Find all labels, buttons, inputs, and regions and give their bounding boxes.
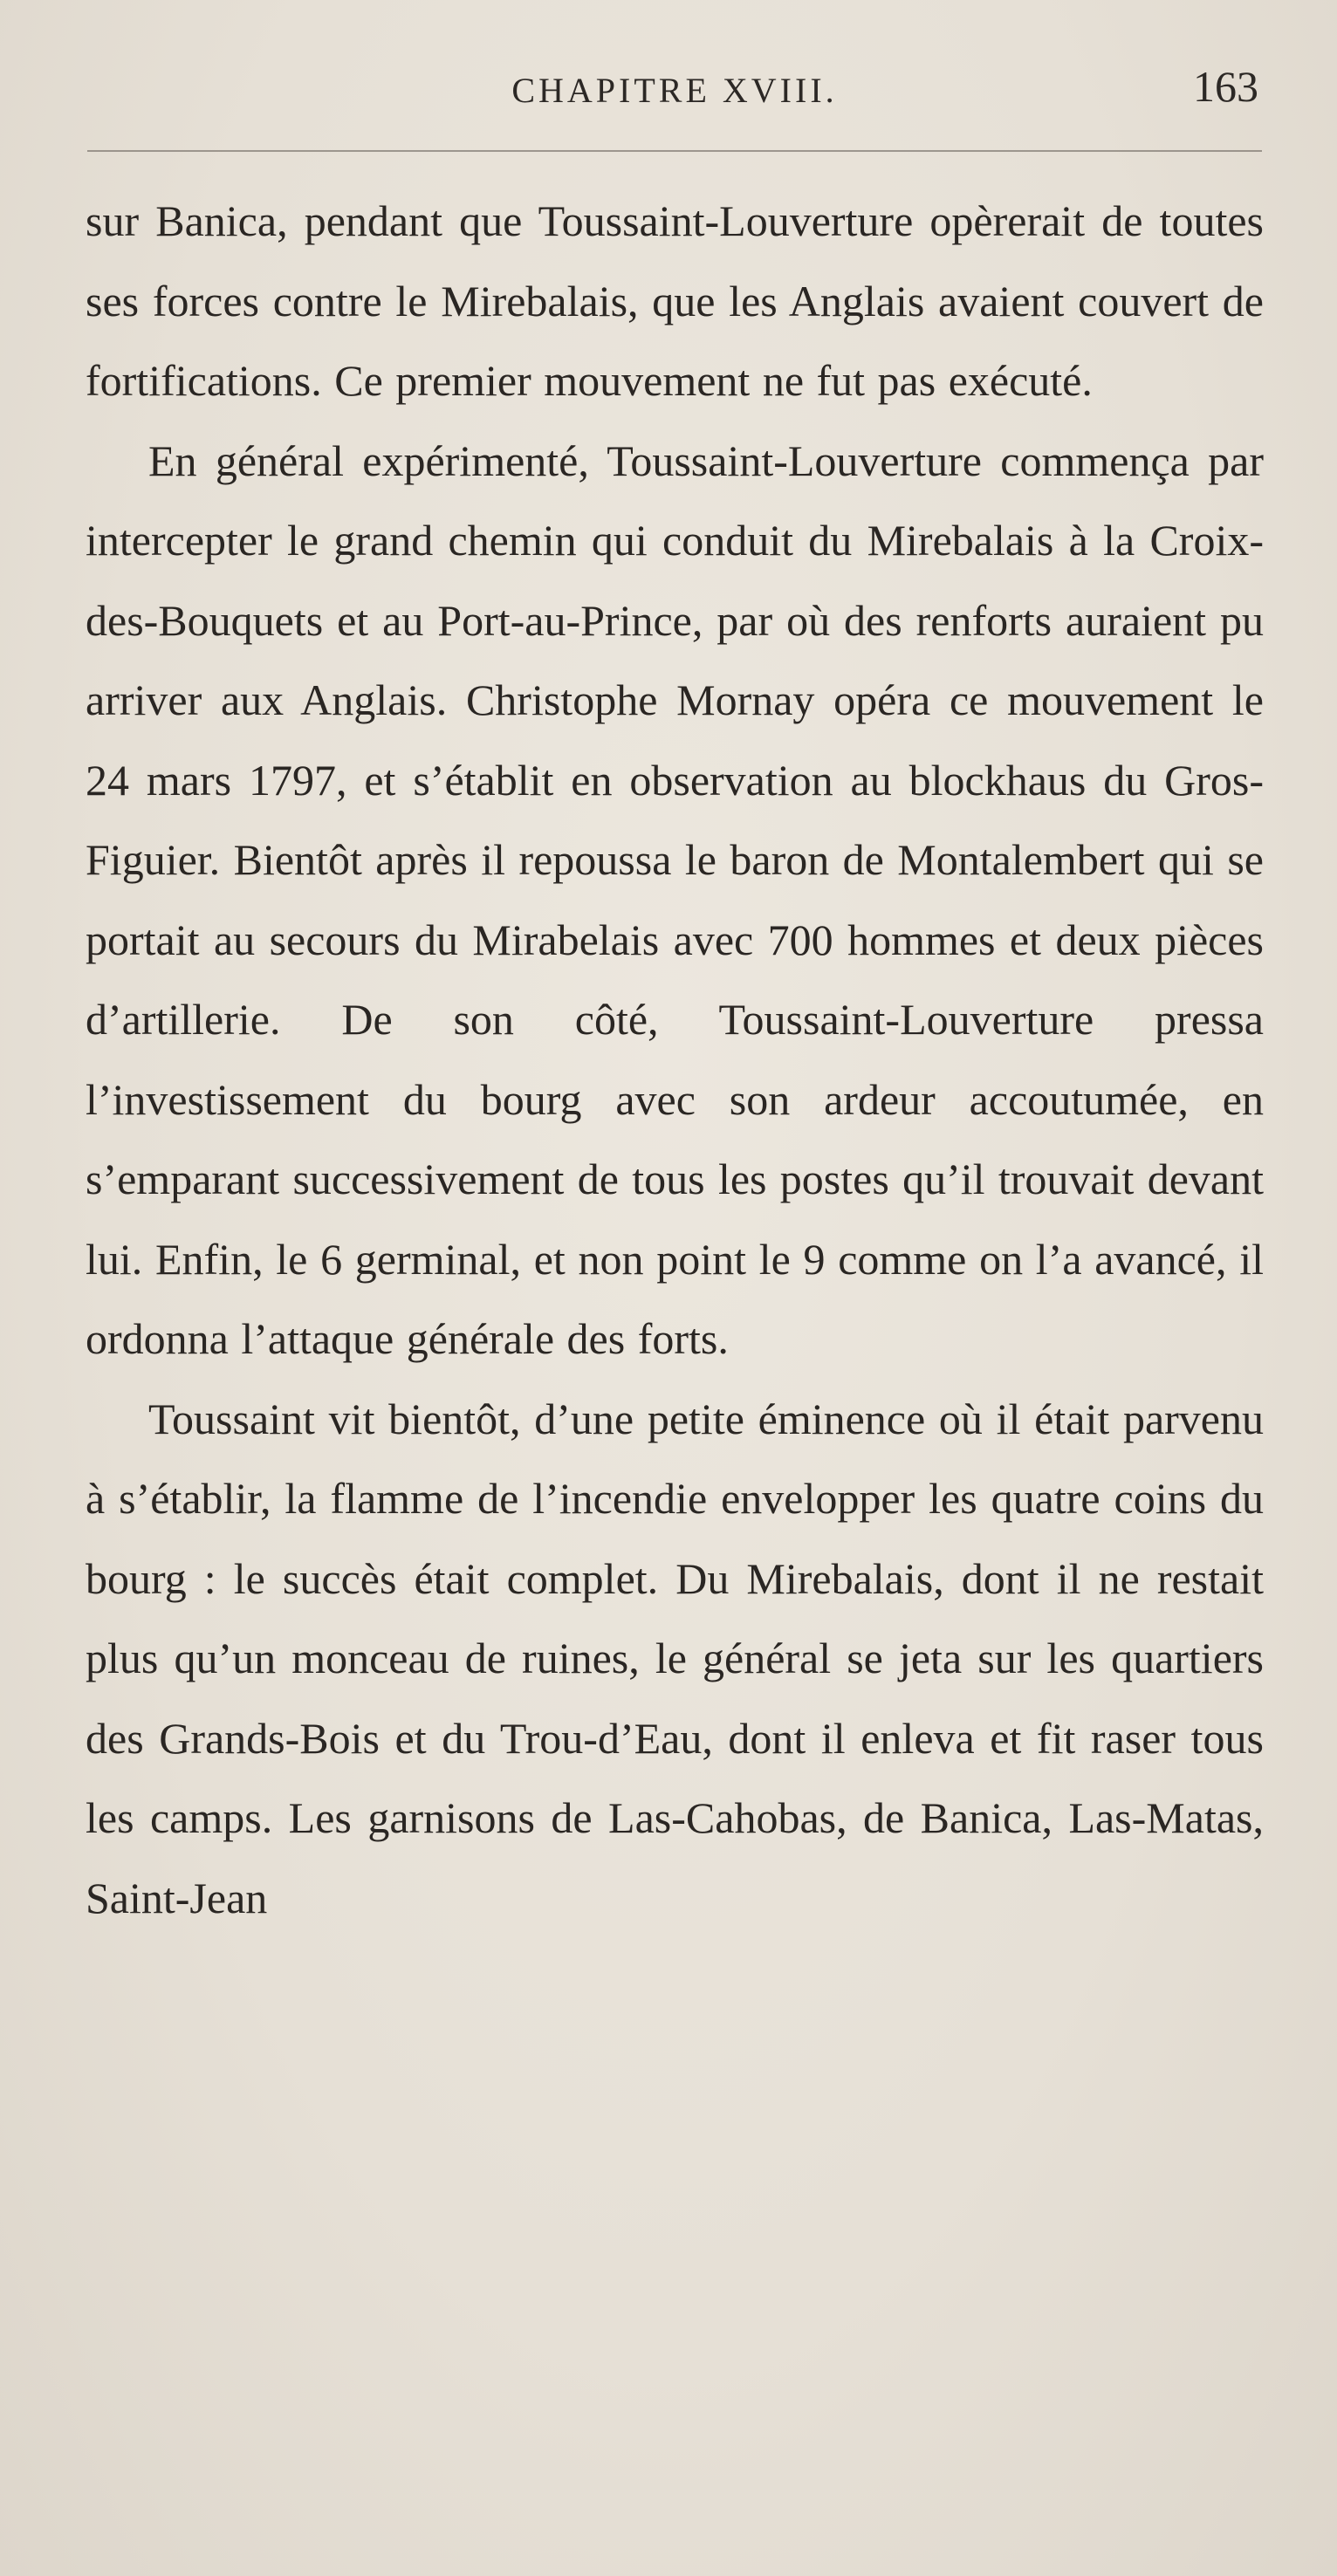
paragraph-2: En général expérimenté, Toussaint-Louverture commença par intercepter le grand chemin qui conduit du Mirebalais à la Croix-des-Bouquets et au Port-au-Prince, par où des renforts auraient pu arriver aux Anglais. Christophe Mornay opéra ce mouvement le 24 mars 1797, et s’établit en observation au blockhaus du Gros-Figuier. Bientôt après il repoussa le baron de Montalembert qui se portait au secours du Mirabelais avec 700 hommes et deux pièces d’artillerie. De son côté, Toussaint-Louverture pressa l’investissement du bourg avec son ardeur accoutumée, en s’emparant successivement de tous les postes qu’il trouvait devant lui. Enfin, le 6 germinal, et non point le 9 comme on l’a avancé, il ordonna l’attaque générale des forts. bbox=[86, 435, 1264, 1363]
paragraph-3: Toussaint vit bientôt, d’une petite éminence où il était parvenu à s’établir, la flamme de l’incendie envelopper les quatre coins du bourg : le succès était complet. Du Mirebalais, dont il ne restait plus qu’un monceau de ruines, le général se jeta sur les quartiers des Grands-Bois et du Trou-d’Eau, dont il enleva et fit raser tous les camps. Les garnisons de Las-Cahobas, de Banica, Las-Matas, Saint-Jean bbox=[86, 1394, 1264, 1922]
running-title: CHAPITRE XVIII. bbox=[511, 71, 838, 110]
header-rule bbox=[87, 150, 1262, 152]
body-text bbox=[86, 182, 1264, 1938]
page-number: 163 bbox=[1193, 62, 1258, 111]
page-header bbox=[87, 61, 1262, 131]
paragraph-1: sur Banica, pendant que Toussaint-Louverture opèrerait de toutes ses forces contre le Mirebalais, que les Anglais avaient couvert de fortifications. Ce premier mouvement ne fut pas exécuté. bbox=[86, 196, 1264, 405]
